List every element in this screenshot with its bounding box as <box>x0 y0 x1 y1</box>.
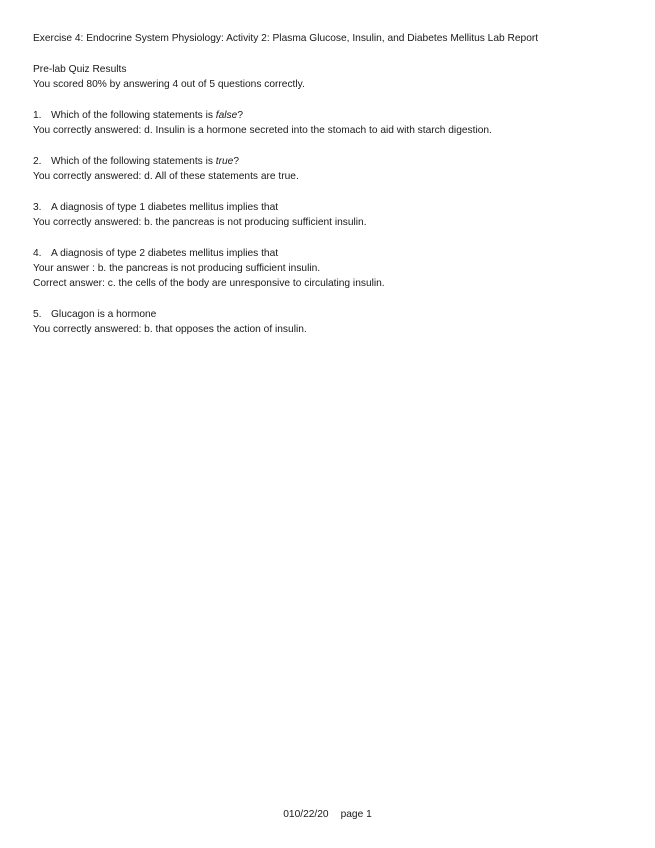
quiz-score: You scored 80% by answering 4 out of 5 questions correctly. <box>33 79 305 90</box>
question-1 <box>33 108 633 138</box>
question-5-answer: You correctly answered: b. that opposes the action of insulin. <box>33 324 307 335</box>
question-3-prompt <box>33 200 633 215</box>
question-4 <box>33 246 633 291</box>
question-4-prompt <box>33 246 633 261</box>
report-page <box>33 31 633 353</box>
question-1-emphasis: false <box>215 110 238 121</box>
question-2-prompt <box>33 154 633 169</box>
question-1-suffix: ? <box>237 110 243 121</box>
question-3-answer: You correctly answered: b. the pancreas is not producing sufficient insulin. <box>33 217 367 228</box>
footer-page-number: page 1 <box>340 809 372 820</box>
question-4-correct-answer: Correct answer: c. the cells of the body are unresponsive to circulating insulin. <box>33 278 385 289</box>
question-5-prompt <box>33 307 633 322</box>
question-4-text: A diagnosis of type 2 diabetes mellitus implies that <box>51 248 279 259</box>
question-1-text: Which of the following statements is <box>51 110 216 121</box>
question-1-prompt <box>33 108 633 123</box>
question-1-answer: You correctly answered: d. Insulin is a hormone secreted into the stomach to aid with starch digestion. <box>33 125 492 136</box>
quiz-heading: Pre-lab Quiz Results <box>33 64 127 75</box>
quiz-results-section <box>33 62 633 92</box>
question-5-text: Glucagon is a hormone <box>51 309 157 320</box>
question-5-number: 5. <box>33 309 42 320</box>
question-2-suffix: ? <box>233 156 240 167</box>
report-title: Exercise 4: Endocrine System Physiology: Activity 2: Plasma Glucose, Insulin, and Diabetes Mellitus Lab Report <box>33 33 539 44</box>
question-3 <box>33 200 633 230</box>
question-4-your-answer: Your answer : b. the pancreas is not producing sufficient insulin. <box>33 263 321 274</box>
question-3-text: A diagnosis of type 1 diabetes mellitus implies that <box>51 202 279 213</box>
question-2-number: 2. <box>33 156 42 167</box>
question-2-answer: You correctly answered: d. All of these statements are true. <box>33 171 299 182</box>
question-2 <box>33 154 633 184</box>
question-4-number: 4. <box>33 248 42 259</box>
question-2-emphasis: true <box>215 156 234 167</box>
question-5 <box>33 307 633 337</box>
question-1-number: 1. <box>33 110 42 121</box>
page-footer <box>0 809 655 820</box>
question-3-number: 3. <box>33 202 42 213</box>
question-2-text: Which of the following statements is <box>51 156 216 167</box>
footer-date: 010/22/20 <box>283 809 329 820</box>
